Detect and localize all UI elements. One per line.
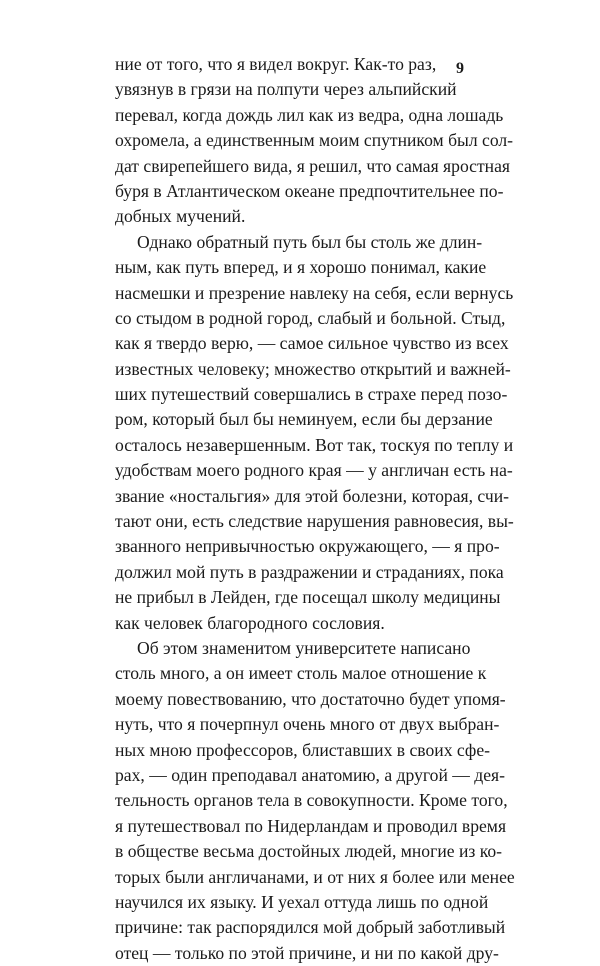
text-line: званного непривычностью окружающего, — я про- bbox=[115, 536, 500, 557]
text-line: известных человеку; множество открытий и важней- bbox=[115, 358, 511, 379]
body-text bbox=[115, 52, 515, 966]
text-line: звание «ностальгия» для этой болезни, которая, счи- bbox=[115, 485, 510, 506]
text-line: столь много, а он имеет столь малое отношение к bbox=[115, 663, 487, 684]
text-line: увязнув в грязи на полпути через альпийский bbox=[115, 79, 457, 100]
text-line: в обществе весьма достойных людей, многие из ко- bbox=[115, 841, 503, 862]
text-line: насмешки и презрение навлеку на себя, если вернусь bbox=[115, 282, 514, 303]
text-line: рах, — один преподавал анатомию, а другой — дея- bbox=[115, 764, 505, 785]
text-line: торых были англичанами, и от них я более или менее bbox=[115, 866, 515, 887]
text-line: Однако обратный путь был бы столь же длин- bbox=[137, 231, 483, 252]
text-line: ным, как путь вперед, и я хорошо понимал, какие bbox=[115, 257, 487, 278]
text-line: я путешествовал по Нидерландам и проводил время bbox=[115, 815, 507, 836]
text-line: должил мой путь в раздражении и страданиях, пока bbox=[115, 561, 504, 582]
text-line: со стыдом в родной город, слабый и больной. Стыд, bbox=[115, 307, 506, 328]
text-line: ных мною профессоров, блиставших в своих сфе- bbox=[115, 739, 490, 760]
text-line: буря в Атлантическом океане предпочтительнее по- bbox=[115, 180, 504, 201]
text-line: дат свирепейшего вида, я решил, что самая яростная bbox=[115, 155, 511, 176]
paragraph bbox=[115, 52, 514, 230]
text-line: охромела, а единственным моим спутником был сол- bbox=[115, 130, 514, 151]
text-line: тельность органов тела в совокупности. Кроме того, bbox=[115, 790, 508, 811]
text-line: не прибыл в Лейден, где посещал школу медицины bbox=[115, 587, 501, 608]
text-line: тают они, есть следствие нарушения равновесия, вы- bbox=[115, 511, 514, 532]
paragraph bbox=[115, 636, 515, 966]
text-line: добных мучений. bbox=[115, 206, 246, 227]
text-line: ших путешествий совершались в страхе перед позо- bbox=[115, 384, 508, 405]
text-line: осталось незавершенным. Вот так, тоскуя по теплу и bbox=[115, 434, 514, 455]
page-number: 9 bbox=[456, 60, 464, 77]
text-line: научился их языку. И уехал оттуда лишь по одной bbox=[115, 891, 489, 912]
paragraph bbox=[115, 230, 514, 636]
text-line: удобствам моего родного края — у англичан есть на- bbox=[115, 460, 513, 481]
text-line: моему повествованию, что достаточно будет упомя- bbox=[115, 688, 506, 709]
text-line: нуть, что я почерпнул очень много от двух выбран- bbox=[115, 714, 500, 735]
text-line: ром, который был бы неминуем, если бы дерзание bbox=[115, 409, 493, 430]
text-line: как человек благородного сословия. bbox=[115, 612, 385, 633]
text-line: причине: так распорядился мой добрый заботливый bbox=[115, 917, 506, 938]
text-line: Об этом знаменитом университете написано bbox=[137, 637, 471, 658]
text-line: отец — только по этой причине, и ни по какой дру- bbox=[115, 942, 499, 963]
text-line: перевал, когда дождь лил как из ведра, одна лошадь bbox=[115, 104, 504, 125]
text-line: ние от того, что я видел вокруг. Как-то раз, bbox=[115, 54, 437, 74]
text-line: как я твердо верю, — самое сильное чувство из всех bbox=[115, 333, 509, 354]
